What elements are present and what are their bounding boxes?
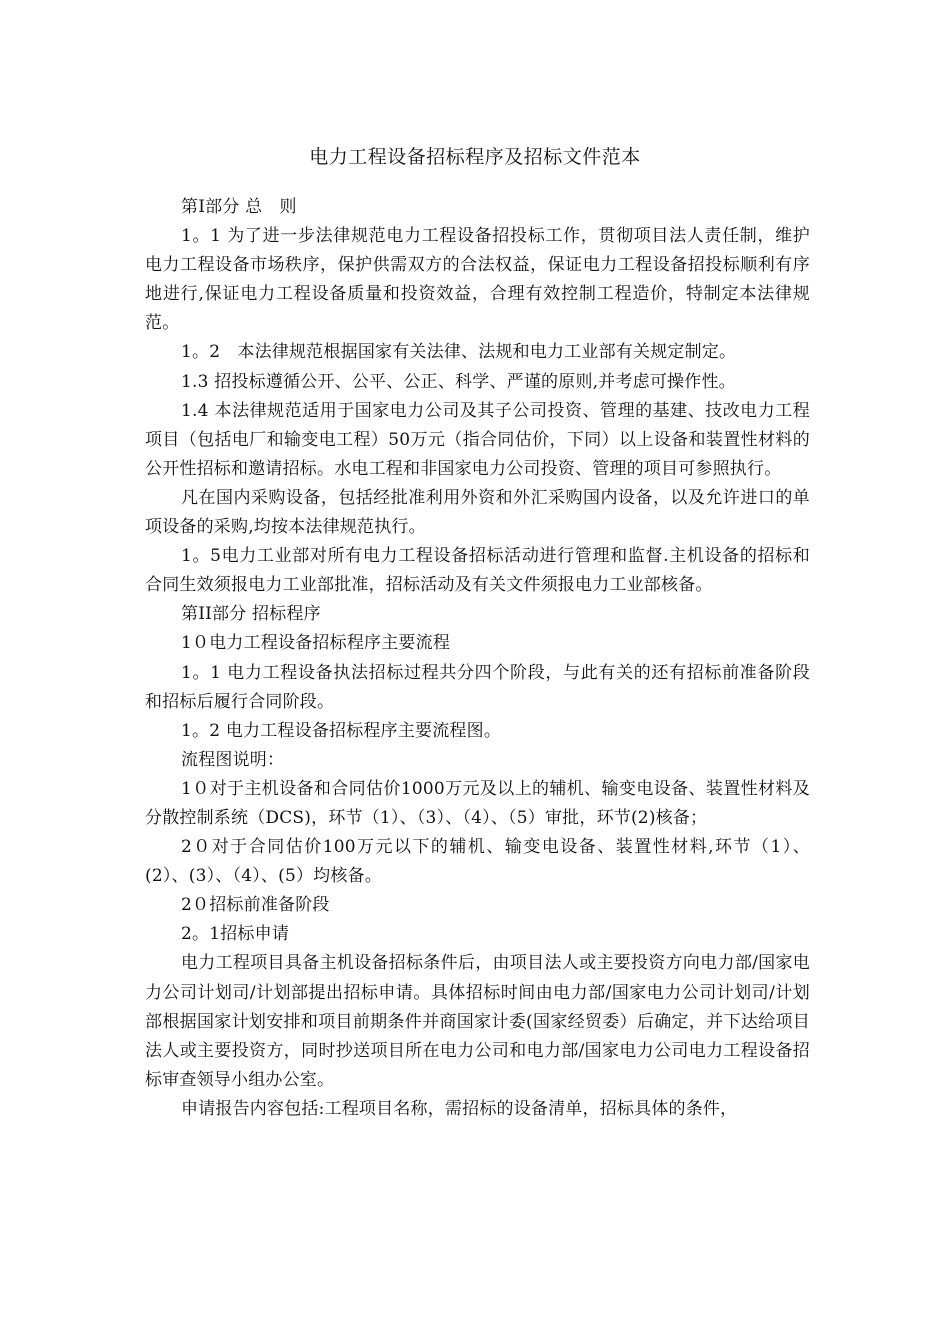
document-body [145, 193, 810, 1124]
paragraph-process-stages: 1。1 电力工程设备执法招标过程共分四个阶段，与此有关的还有招标前准备阶段和招标后履行合同阶段。 [145, 662, 810, 712]
paragraph-1-2: 1。2 本法律规范根据国家有关法律、法规和电力工业部有关规定制定。 [181, 342, 737, 363]
paragraph-1-3: 1.3 招投标遵循公开、公平、公正、科学、严谨的原则,并考虑可操作性。 [181, 371, 736, 392]
document-title: 电力工程设备招标程序及招标文件范本 [309, 146, 641, 168]
subheading-tender-application: 2。1招标申请 [181, 924, 290, 945]
subheading-preparation-stage: 2０招标前准备阶段 [181, 895, 330, 916]
paragraph-1-1: 1。1 为了进一步法律规范电力工程设备招投标工作，贯彻项目法人责任制，维护电力工程设备市场秩序，保护供需双方的合法权益，保证电力工程设备招投标顺利有序地进行,保证电力工程设备质量和投资效益，合理有效控制工程造价，特制定本法律规范。 [145, 226, 810, 334]
section-heading-part-1: 第I部分 总 则 [181, 197, 297, 217]
paragraph-1-5: 1。5电力工业部对所有电力工程设备招标活动进行管理和监督.主机设备的招标和合同生效须报电力工业部批准，招标活动及有关文件须报电力工业部核备。 [145, 546, 810, 596]
flowchart-note-1: 1０对于主机设备和合同估价1000万元及以上的辅机、输变电设备、装置性材料及分散控制系统（DCS)，环节（1）、（3）、（4）、（5）审批，环节(2)核备； [145, 778, 810, 828]
flowchart-notes-label: 流程图说明： [181, 749, 285, 770]
paragraph-flowchart: 1。2 电力工程设备招标程序主要流程图。 [181, 720, 502, 741]
paragraph-tender-application: 电力工程项目具备主机设备招标条件后，由项目法人或主要投资方向电力部/国家电力公司计划司/计划部提出招标申请。具体招标时间由电力部/国家电力公司计划司/计划部根据国家计划安排和项目前期条件并商国家计委(国家经贸委）后确定，并下达给项目法人或主要投资方，同时抄送项目所在电力公司和电力部/国家电力公司电力工程设备招标审查领导小组办公室。 [145, 953, 810, 1090]
flowchart-note-2: 2０对于合同估价100万元以下的辅机、输变电设备、装置性材料,环节（1）、(2）、(3）、（4）、(5）均核备。 [145, 837, 810, 887]
paragraph-1-4: 1.4 本法律规范适用于国家电力公司及其子公司投资、管理的基建、技改电力工程项目（包括电厂和输变电工程）50万元（指合同估价，下同）以上设备和装置性材料的公开性招标和邀请招标。水电工程和非国家电力公司投资、管理的项目可参照执行。 [145, 400, 810, 479]
section-heading-part-2: 第II部分 招标程序 [181, 604, 321, 625]
paragraph-domestic-procurement: 凡在国内采购设备，包括经批准利用外资和外汇采购国内设备，以及允许进口的单项设备的采购,均按本法律规范执行。 [145, 487, 810, 538]
paragraph-application-contents: 申请报告内容包括:工程项目名称，需招标的设备清单，招标具体的条件， [181, 1098, 738, 1119]
subheading-main-process: 1０电力工程设备招标程序主要流程 [181, 633, 451, 654]
